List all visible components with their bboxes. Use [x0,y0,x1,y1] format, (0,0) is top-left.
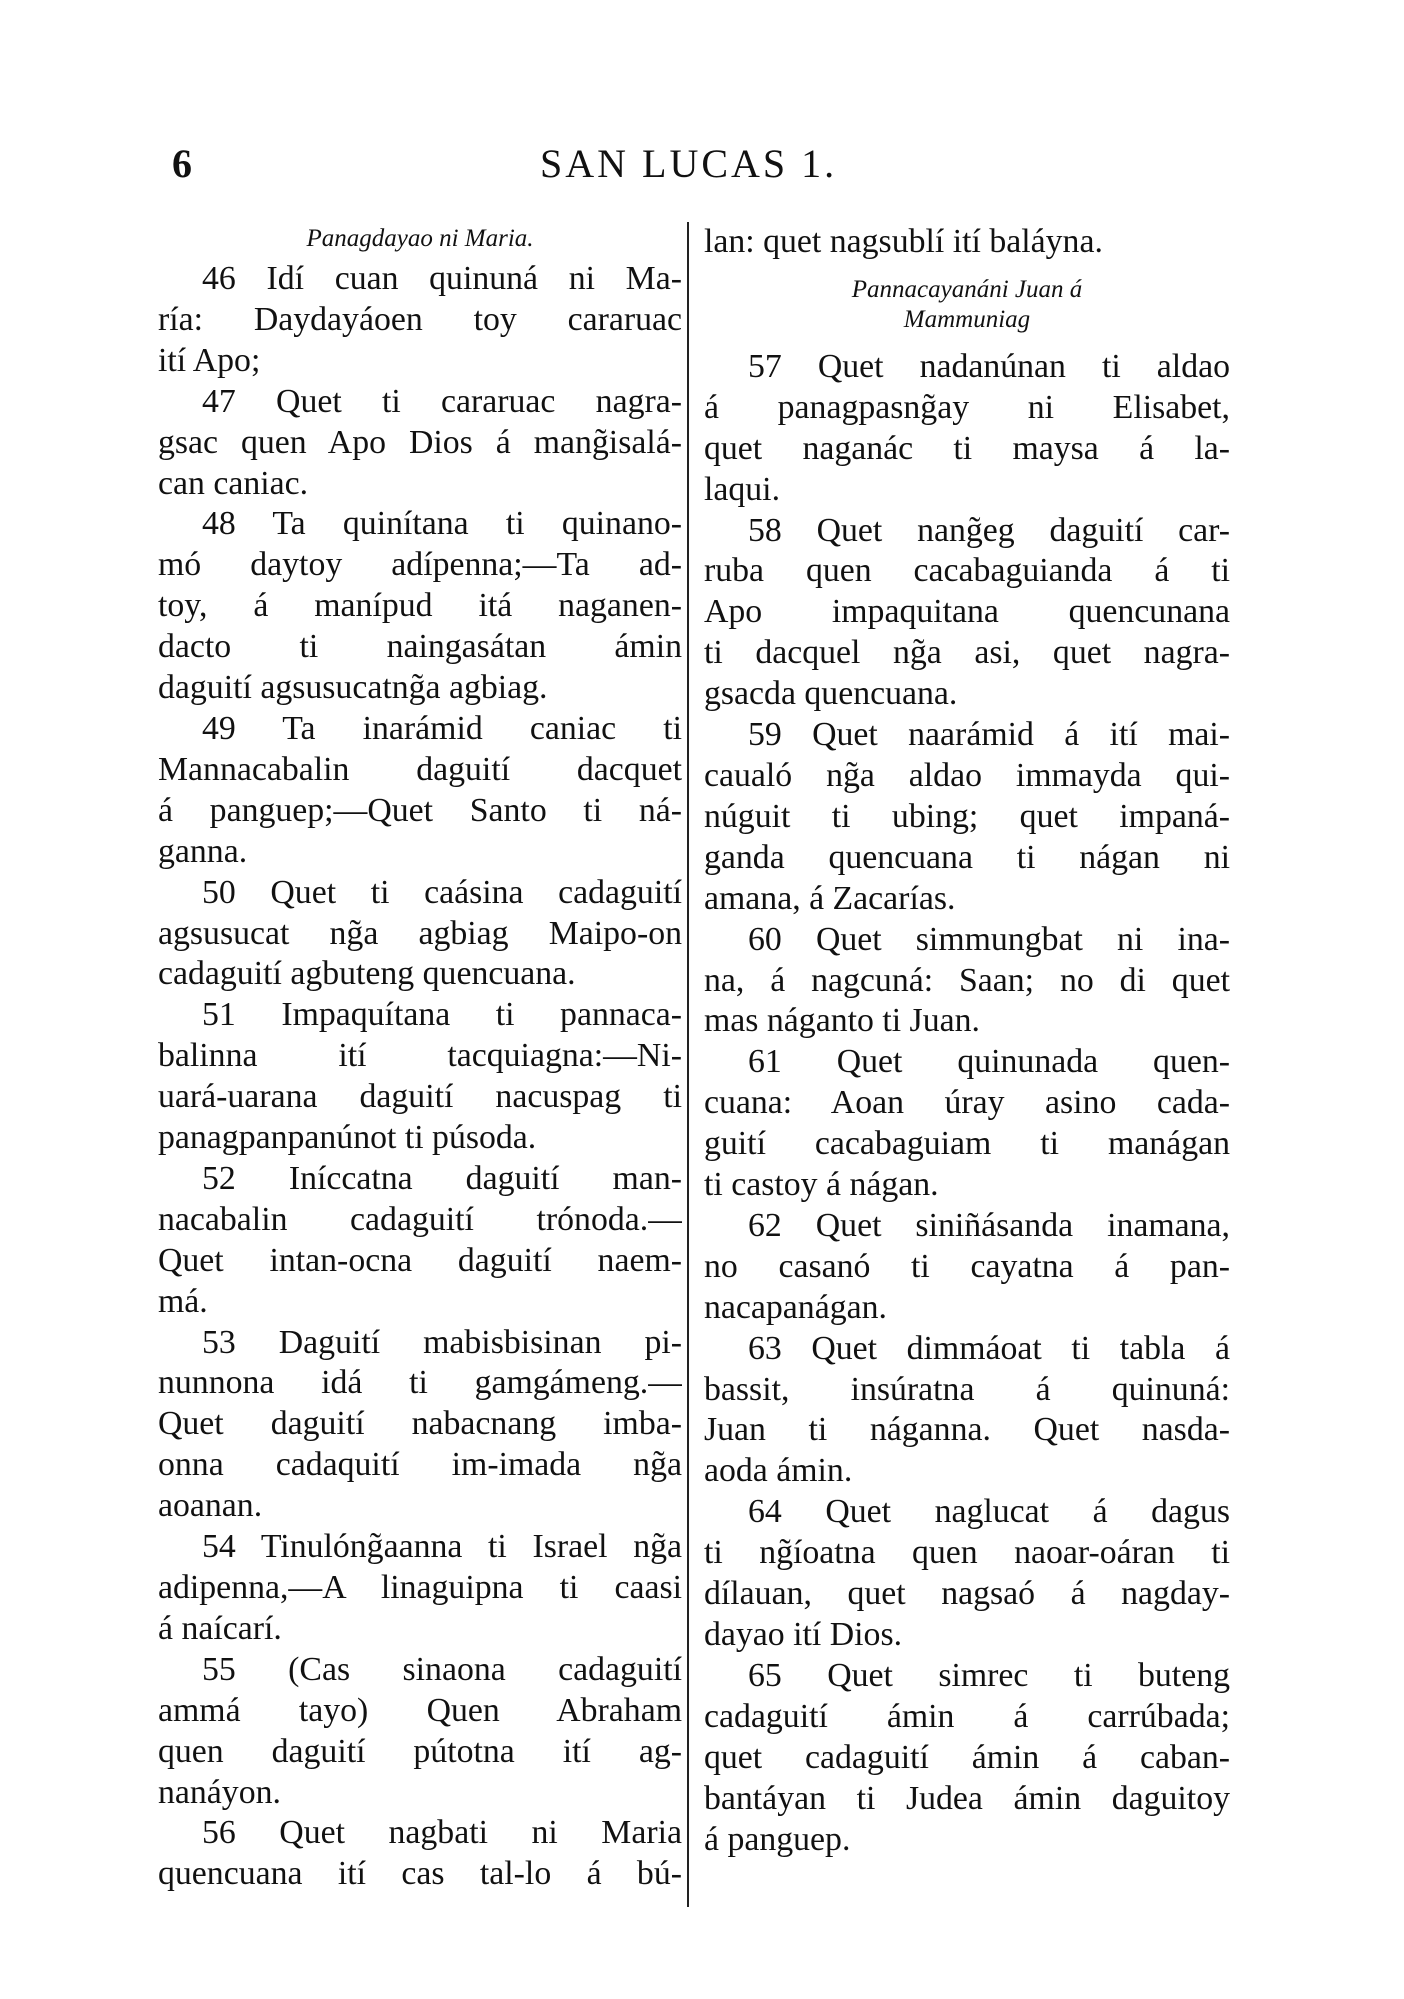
text-line: guití cacabaguiam ti manágan [704,1125,1230,1163]
text-line: 56 Quet nagbati ni Maria [202,1814,682,1852]
section-heading-juan [704,275,1230,335]
text-line: quet naganác ti maysa á la- [704,429,1230,467]
section-heading-line: Mammuniag [903,305,1031,333]
text-line: Juan ti náganna. Quet nasda- [704,1411,1230,1449]
text-line: ti dacquel ng̃a asi, quet nagra- [704,634,1230,672]
text-line: 62 Quet siniñásanda inamana, [748,1206,1230,1244]
text-line: cadaguití ámin á carrúbada; [704,1697,1230,1735]
text-line: Quet daguití nabacnang imba- [158,1405,682,1443]
text-line: daguití agsusucatng̃a agbiag. [158,669,548,707]
text-line: 55 (Cas sinaona cadaguití [202,1650,682,1688]
text-line: 59 Quet naarámid á ití mai- [748,716,1230,754]
text-line: nanáyon. [158,1773,281,1811]
text-line: can caniac. [158,464,309,502]
text-line: ganda quencuana ti nágan ni [704,838,1230,876]
section-heading-maria: Panagdayao ni Maria. [306,225,534,252]
text-line: 65 Quet simrec ti buteng [748,1656,1230,1694]
text-line: dílauan, quet nagsaó á nagday- [704,1575,1230,1613]
text-line: Quet intan-ocna daguití naem- [158,1241,682,1279]
left-column [158,222,682,1895]
text-line: quencuana ití cas tal-lo á bú- [158,1855,682,1893]
text-line: na, á nagcuná: Saan; no di quet [704,961,1230,999]
text-line: ría: Daydayáoen toy cararuac [158,300,682,338]
column-divider [687,222,689,1907]
text-line: gsacda quencuana. [704,675,958,713]
text-line: ti ng̃íoatna quen naoar-oáran ti [704,1534,1230,1572]
text-line: aoda ámin. [704,1452,853,1490]
text-line: panagpanpanúnot ti púsoda. [158,1119,537,1157]
text-line: Apo impaquitana quencunana [704,593,1230,631]
right-column [704,222,1230,1860]
text-line: cuana: Aoan úray asino cada- [704,1084,1230,1122]
text-line: 50 Quet ti caásina cadaguití [202,873,682,911]
text-line: balinna ití tacquiagna:—Ni- [158,1037,682,1075]
text-line: quet cadaguití ámin á caban- [704,1738,1230,1776]
text-line: 53 Daguití mabisbisinan pi- [202,1323,682,1361]
continuation-line: lan: quet nagsublí ití baláyna. [704,223,1103,260]
text-line: 64 Quet naglucat á dagus [748,1493,1230,1531]
text-line: onna cadaquití im-imada ng̃a [158,1446,682,1484]
text-line: mó daytoy adípenna;—Ta ad- [158,546,682,584]
text-line: bassit, insúratna á quinuná: [704,1370,1230,1408]
text-line: nunnona idá ti gamgámeng.— [158,1364,682,1402]
text-line: no casanó ti cayatna á pan- [704,1247,1230,1285]
text-line: laqui. [704,470,781,508]
text-line: ammá tayo) Quen Abraham [158,1691,682,1729]
text-line: ganna. [158,832,248,870]
text-line: 60 Quet simmungbat ni ina- [748,920,1230,958]
text-line: nacabalin cadaguití trónoda.— [158,1200,682,1238]
running-head: SAN LUCAS 1. [540,141,838,186]
text-line: 57 Quet nadanúnan ti aldao [748,347,1230,385]
text-line: ruba quen cacabaguianda á ti [704,552,1230,590]
text-line: 51 Impaquítana ti pannaca- [202,996,682,1034]
text-line: á naícarí. [158,1609,282,1647]
text-line: 46 Idí cuan quinuná ni Ma- [202,260,682,297]
text-line: gsac quen Apo Dios á mang̃isalá- [158,423,682,461]
text-line: 48 Ta quinítana ti quinano- [202,505,682,543]
text-line: agsusucat ng̃a agbiag Maipo-on [158,914,682,952]
text-line: dayao ití Dios. [704,1616,903,1653]
text-line: toy, á manípud itá naganen- [158,587,682,625]
text-line: Mannacabalin daguití dacquet [158,750,682,788]
text-line: ití Apo; [158,341,261,379]
text-line: cadaguití agbuteng quencuana. [158,955,576,993]
text-line: mas náganto ti Juan. [704,1002,980,1040]
section-heading-line: Pannacayanáni Juan á [851,275,1083,303]
page-number: 6 [172,141,192,186]
text-line: núguit ti ubing; quet impaná- [704,797,1230,835]
text-line: caualó ng̃a aldao immayda qui- [704,756,1230,794]
text-line: amana, á Zacarías. [704,879,956,917]
text-line: uará-uarana daguití nacuspag ti [158,1078,682,1116]
text-line: 52 Iníccatna daguití man- [202,1159,682,1197]
text-line: bantáyan ti Judea ámin daguitoy [704,1779,1230,1817]
text-line: 58 Quet nang̃eg daguití car- [748,511,1230,549]
text-line: 63 Quet dimmáoat ti tabla á [748,1329,1230,1367]
text-line: 61 Quet quinunada quen- [748,1043,1230,1081]
text-line: dacto ti naingasátan ámin [158,628,682,666]
text-line: má. [158,1282,208,1320]
text-line: adipenna,—A linaguipna ti caasi [158,1569,682,1606]
text-line: 49 Ta inarámid caniac ti [202,709,682,747]
text-line: 47 Quet ti cararuac nagra- [202,382,682,420]
text-line: aoanan. [158,1487,263,1525]
text-line: á panagpasng̃ay ni Elisabet, [704,388,1230,426]
text-line: nacapanágan. [704,1288,887,1326]
text-line: á panguep;—Quet Santo ti ná- [158,791,682,829]
text-line: á panguep. [704,1820,851,1858]
text-line: ti castoy á nágan. [704,1166,939,1204]
text-line: 54 Tinulóng̃aanna ti Israel ng̃a [202,1528,682,1566]
text-line: quen daguití pútotna ití ag- [158,1732,682,1770]
